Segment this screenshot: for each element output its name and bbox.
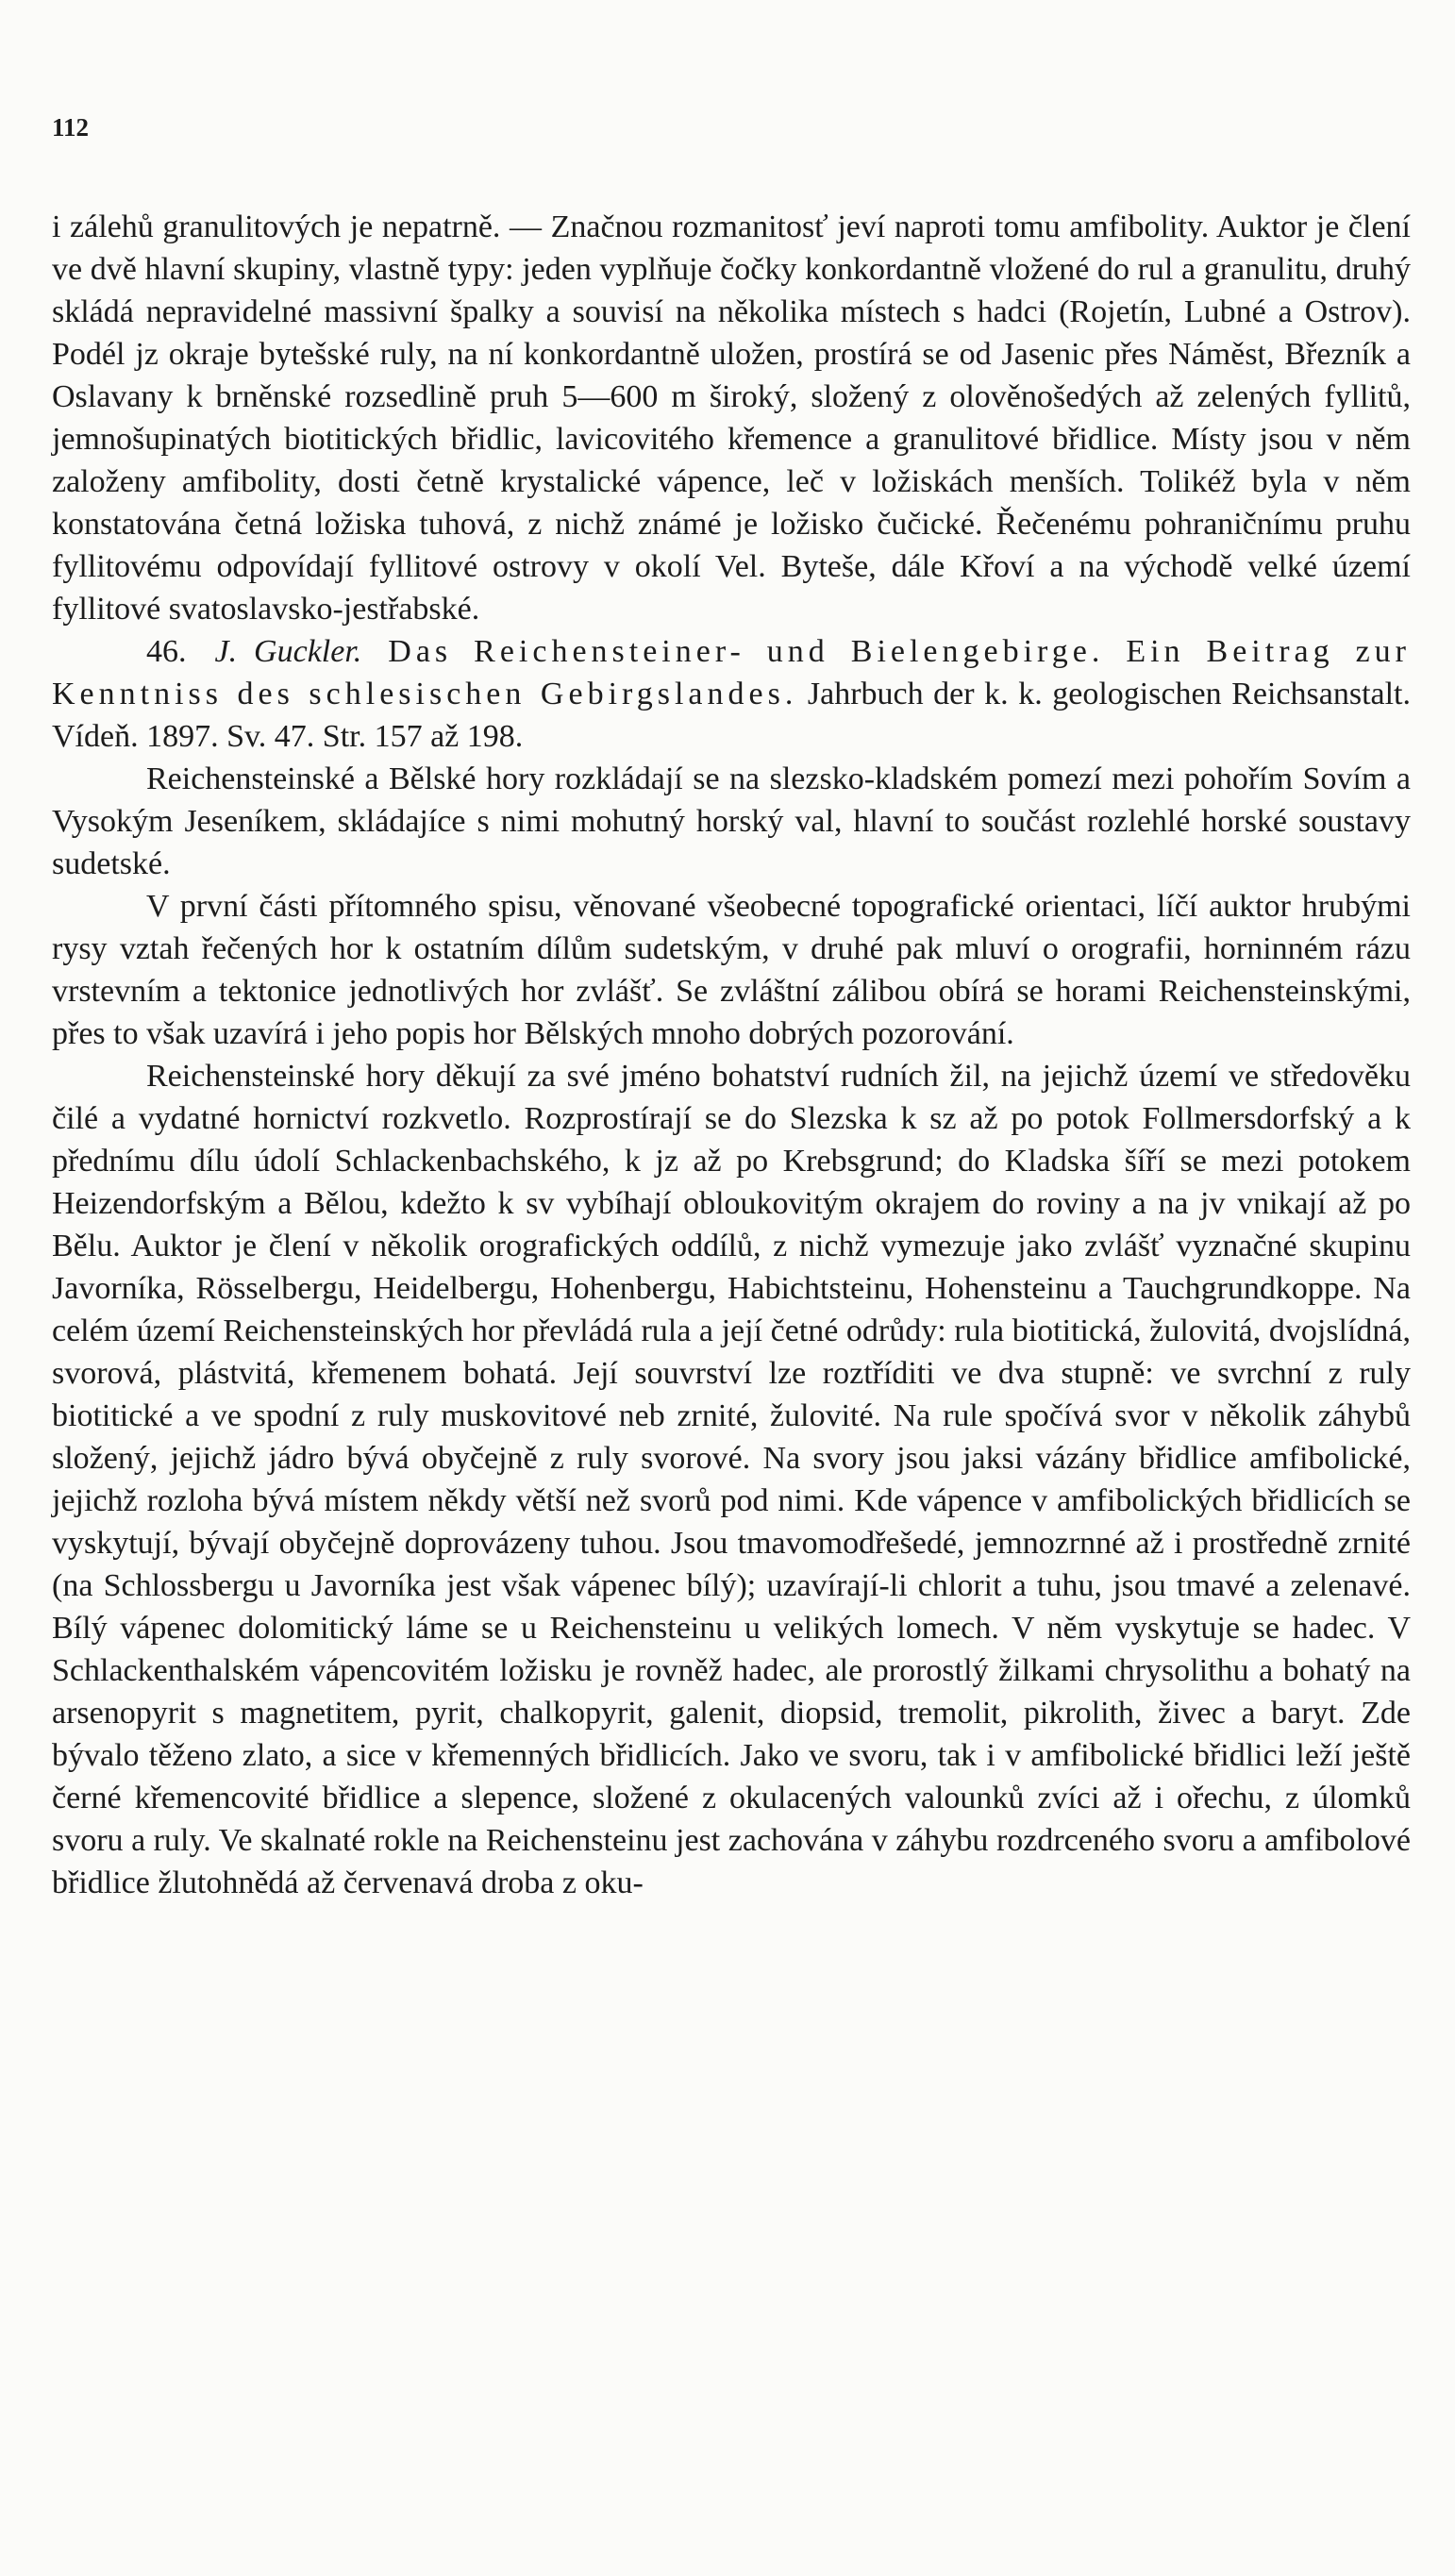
reference-author: J. Guckler. bbox=[214, 634, 362, 669]
paragraph: Reichensteinské a Bělské hory rozkládají se na slezsko-kladském pomezí mezi pohořím Sovím a Vysokým Jeseníkem, skládajíce s nimi mohutný horský val, hlavní to součást rozlehlé horské soustavy sudetské. bbox=[52, 761, 1411, 881]
paragraph-continuation: i zálehů granulitových je nepatrně. — Značnou rozmanitosť jeví naproti tomu amfibolity. Auktor je člení ve dvě hlavní skupiny, vlastně typy: jeden vyplňuje čočky konkordantně vložené do rul a granulitu, druhý skládá nepravidelné massivní špalky a souvisí na několika místech s hadci (Rojetín, Lubné a Ostrov). Podél jz okraje bytešské ruly, na ní konkordantně uložen, prostírá se od Jasenic přes Náměst, Březník a Oslavany k brněnské rozsedlině pruh 5—600 m široký, složený z olověnošedých až zelených fyllitů, jemnošupinatých biotitických břidlic, lavicovitého křemence a granulitové břidlice. Místy jsou v něm založeny amfibolity, dosti četně krystalické vápence, leč v ložiskách menších. Tolikéž byla v něm konstatována četná ložiska tuhová, z nichž známé je ložisko čučické. Řečenému pohraničnímu pruhu fyllitovému odpovídají fyllitové ostrovy v okolí Vel. Byteše, dále Křoví a na východě velké území fyllitové svatoslavsko-jestřabské. bbox=[52, 209, 1411, 627]
paragraph: V první části přítomného spisu, věnované všeobecné topografické orientaci, líčí auktor hrubými rysy vztah řečených hor k ostatním dílům sudetským, v druhé pak mluví o orografii, horninném rázu vrstevním a tektonice jednotlivých hor zvlášť. Se zvláštní zálibou obírá se horami Reichensteinskými, přes to však uzavírá i jeho popis hor Bělských mnoho dobrých pozorování. bbox=[52, 889, 1411, 1051]
page-number: 112 bbox=[52, 113, 90, 142]
paragraph: Reichensteinské hory děkují za své jméno bohatství rudních žil, na jejichž území ve středověku čilé a vydatné hornictví rozkvetlo. Rozprostírají se do Slezska k sz až po potok Follmersdorfský a k přednímu dílu údolí Schlackenbachského, k jz až po Krebsgrund; do Kladska šíří se mezi potokem Heizendorfským a Bělou, kdežto k sv vybíhají obloukovitým okrajem do roviny a na jv vnikají až po Bělu. Auktor je člení v několik orografických oddílů, z nichž vymezuje jako zvlášť vyznačné skupinu Javorníka, Rösselbergu, Heidelbergu, Hohenbergu, Habichtsteinu, Hohensteinu a Tauchgrundkoppe. Na celém území Reichensteinských hor převládá rula a její četné odrůdy: rula biotitická, žulovitá, dvojslídná, svorová, plástvitá, křemenem bohatá. Její souvrství lze roztříditi ve dva stupně: ve svrchní z ruly biotitické a ve spodní z ruly muskovitové neb zrnité, žulovité. Na rule spočívá svor v několik záhybů složený, jejichž jádro bývá obyčejně z ruly svorové. Na svory jsou jaksi vázány břidlice amfibolické, jejichž rozloha bývá místem někdy větší než svorů pod nimi. Kde vápence v amfibolických břidlicích se vyskytují, bývají obyčejně doprovázeny tuhou. Jsou tmavomodřešedé, jemnozrnné až i prostředně zrnité (na Schlossbergu u Javorníka jest však vápenec bílý); uzavírají-li chlorit a tuhu, jsou tmavé a zelenavé. Bílý vápenec dolomitický láme se u Reichensteinu u velikých lomech. V něm vyskytuje se hadec. V Schlackenthalském vápencovitém ložisku je rovněž hadec, ale prorostlý žilkami chrysolithu a bohatý na arsenopyrit s magnetitem, pyrit, chalkopyrit, galenit, diopsid, tremolit, pikrolith, živec a baryt. Zde bývalo těženo zlato, a sice v křemenných břidlicích. Jako ve svoru, tak i v amfibolické břidlici leží ještě černé křemencovité břidlice a slepence, složené z okulacených valounků zvíci až i ořechu, z úlomků svoru a ruly. Ve skalnaté rokle na Reichensteinu jest zachována v záhybu rozdrceného svoru a amfibolové břidlice žlutohnědá až červenavá droba z oku- bbox=[52, 1059, 1411, 1900]
text-block bbox=[52, 206, 1411, 1904]
reference-title: Das Reichensteiner- und Bielengebirge. Ein Beitrag zur Kenntniss des schlesischen Gebirgslandes. bbox=[52, 634, 1411, 711]
bibliographic-reference bbox=[52, 630, 1411, 758]
reference-number: 46. bbox=[146, 634, 187, 669]
reference-source: Jahrbuch der k. k. geologischen Reichsanstalt. Vídeň. 1897. Sv. 47. Str. 157 až 198. bbox=[52, 677, 1411, 754]
